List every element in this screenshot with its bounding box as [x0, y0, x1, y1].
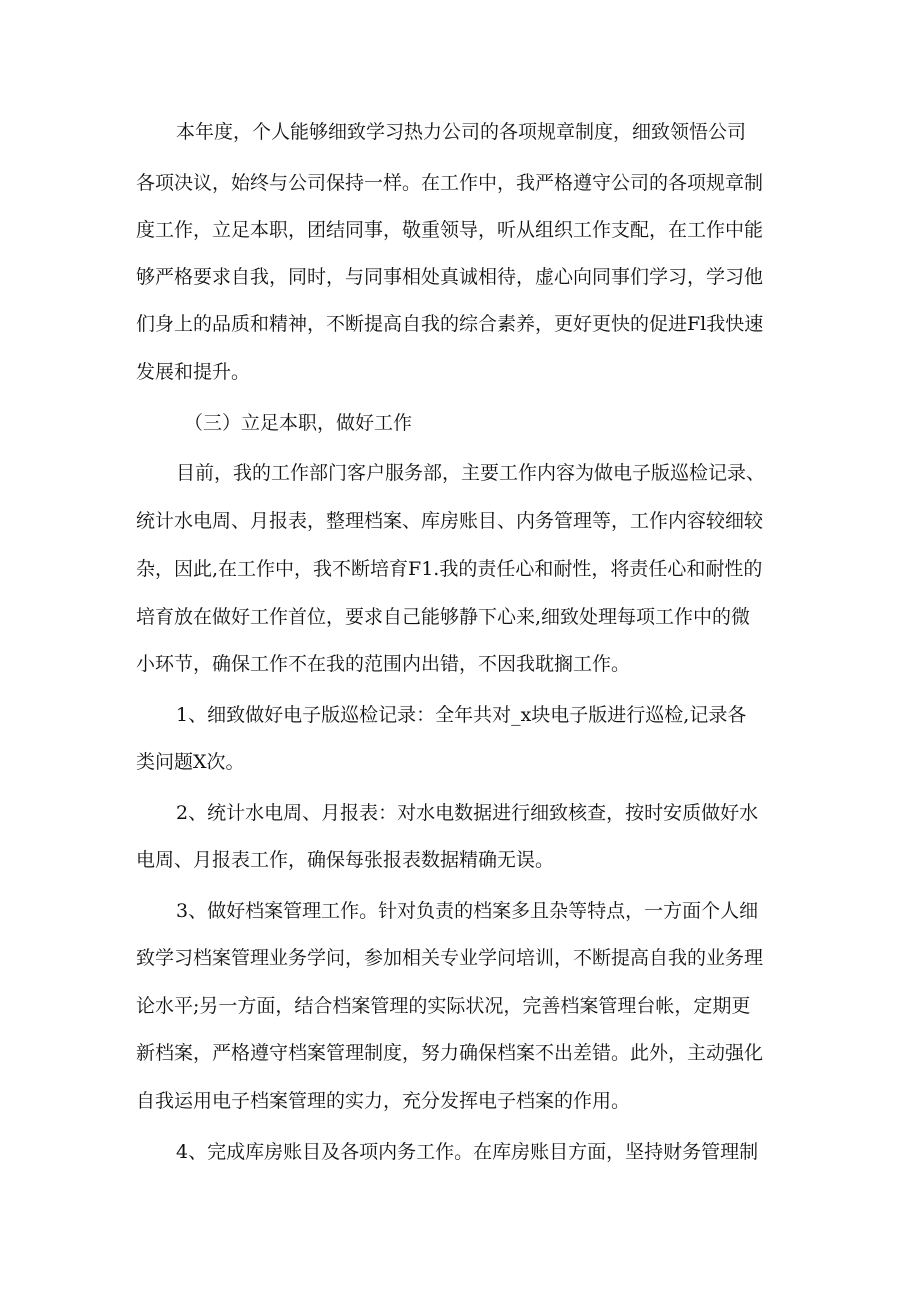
paragraph-line: 目前，我的工作部门客户服务部，主要工作内容为做电子版巡检记录、	[176, 462, 766, 484]
paragraph-line: 够严格要求自我，同时，与同事相处真诚相待，虚心向同事们学习，学习他	[136, 266, 764, 288]
list-item-line: 新档案，严格遵守档案管理制度，努力确保档案不出差错。此外，主动强化	[136, 1042, 764, 1064]
paragraph-line: 培育放在做好工作首位，要求自己能够静下心来,细致处理每项工作中的微	[136, 606, 751, 628]
list-item-line: 论水平;另一方面，结合档案管理的实际状况，完善档案管理台帐，定期更	[136, 995, 751, 1017]
paragraph-line: 统计水电周、月报表，整理档案、库房账目、内务管理等，工作内容较细较	[136, 510, 764, 532]
list-item-line: 自我运用电子档案管理的实力，充分发挥电子档案的作用。	[136, 1090, 631, 1112]
list-item-line: 电周、月报表工作，确保每张报表数据精确无误。	[136, 849, 555, 871]
list-item-line: 4、完成库房账目及各项内务工作。在库房账目方面，坚持财务管理制	[176, 1141, 759, 1163]
paragraph-line: 杂，因此,在工作中，我不断培育F1.我的责任心和耐性，将责任心和耐性的	[136, 558, 763, 580]
paragraph-line: 各项决议，始终与公司保持一样。在工作中，我严格遵守公司的各项规章制	[136, 172, 764, 194]
list-item-line: 类问题X次。	[136, 751, 245, 773]
paragraph-line: 们身上的品质和精神，不断提高自我的综合素养，更好更快的促进Fl我快速	[136, 313, 764, 335]
list-item-line: 致学习档案管理业务学问，参加相关专业学问培训，不断提高自我的业务理	[136, 947, 764, 969]
section-heading: （三）立足本职，做好工作	[184, 412, 413, 434]
list-item-line: 3、做好档案管理工作。针对负责的档案多且杂等特点，一方面个人细	[176, 900, 759, 922]
list-item-line: 1、细致做好电子版巡检记录：全年共对_x块电子版进行巡检,记录各	[176, 704, 747, 726]
paragraph-line: 小环节，确保工作不在我的范围内出错，不因我耽搁工作。	[136, 653, 631, 675]
paragraph-line: 度工作，立足本职，团结同事，敬重领导，听从组织工作支配，在工作中能	[136, 219, 764, 241]
paragraph-line: 本年度，个人能够细致学习热力公司的各项规章制度，细致领悟公司	[176, 121, 747, 143]
list-item-line: 2、统计水电周、月报表：对水电数据进行细致核查，按时安质做好水	[176, 802, 759, 824]
paragraph-line: 发展和提升。	[136, 361, 251, 383]
